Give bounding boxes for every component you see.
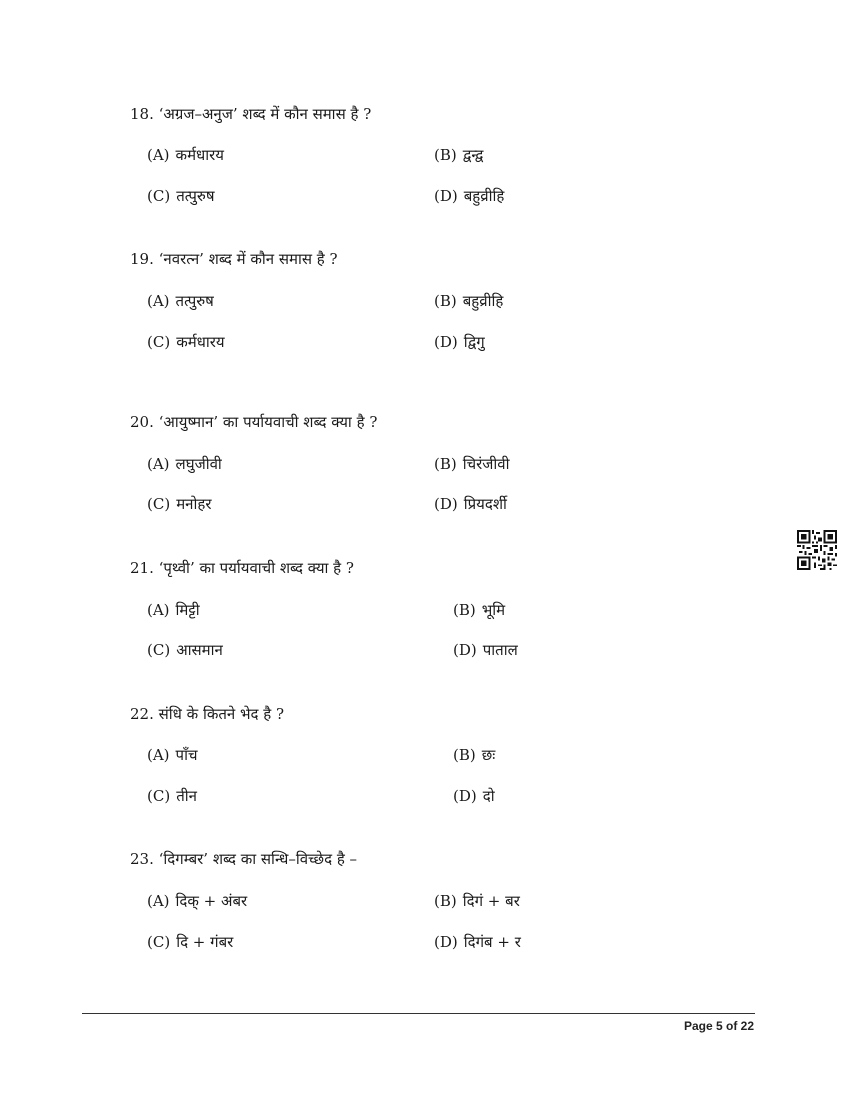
option-letter: (C): [147, 333, 171, 351]
option-d[interactable]: [453, 640, 518, 660]
question-23: [130, 849, 357, 869]
option-letter: (D): [453, 641, 477, 659]
qr-code-icon: [797, 530, 837, 570]
option-text: पाँच: [175, 746, 198, 764]
option-d[interactable]: [434, 932, 521, 952]
option-text: दो: [482, 787, 495, 805]
option-b[interactable]: [453, 600, 505, 620]
option-letter: (A): [147, 146, 170, 164]
option-d[interactable]: [434, 186, 504, 206]
option-d[interactable]: [453, 786, 495, 806]
question-number: 19.: [130, 250, 154, 268]
option-text: दि + गंबर: [176, 933, 234, 951]
option-text: दिक् + अंबर: [175, 892, 248, 910]
option-text: लघुजीवी: [175, 455, 222, 473]
question-text: ‘नवरत्न’ शब्द में कौन समास है ?: [158, 250, 338, 268]
option-c[interactable]: [147, 640, 223, 660]
option-d[interactable]: [434, 494, 507, 514]
question-text: ‘दिगम्बर’ शब्द का सन्धि–विच्छेद है –: [158, 850, 358, 868]
question-text: ‘पृथ्वी’ का पर्यायवाची शब्द क्या है ?: [158, 559, 354, 577]
option-a[interactable]: [147, 600, 200, 620]
option-letter: (D): [434, 333, 458, 351]
option-letter: (A): [147, 455, 170, 473]
option-b[interactable]: [434, 291, 503, 311]
option-text: कर्मधारय: [175, 146, 224, 164]
option-text: दिगं + बर: [462, 892, 520, 910]
option-c[interactable]: [147, 932, 233, 952]
option-b[interactable]: [453, 745, 495, 765]
question-22: [130, 704, 284, 724]
option-letter: (D): [434, 187, 458, 205]
question-20: [130, 412, 377, 432]
option-letter: (C): [147, 495, 171, 513]
option-letter: (B): [434, 292, 457, 310]
option-text: तत्पुरुष: [176, 187, 215, 205]
option-letter: (C): [147, 641, 171, 659]
option-text: छः: [481, 746, 496, 764]
question-text: संधि के कितने भेद है ?: [158, 705, 285, 723]
option-text: भूमि: [481, 601, 506, 619]
option-c[interactable]: [147, 332, 225, 352]
option-letter: (A): [147, 292, 170, 310]
option-a[interactable]: [147, 745, 197, 765]
option-text: तीन: [176, 787, 197, 805]
option-text: मनोहर: [176, 495, 212, 513]
option-text: द्वन्द्व: [462, 146, 484, 164]
question-number: 18.: [130, 105, 154, 123]
question-18: [130, 104, 371, 124]
option-a[interactable]: [147, 145, 224, 165]
option-text: द्विगु: [463, 333, 485, 351]
option-c[interactable]: [147, 186, 215, 206]
option-a[interactable]: [147, 291, 214, 311]
option-d[interactable]: [434, 332, 485, 352]
option-b[interactable]: [434, 891, 520, 911]
option-b[interactable]: [434, 454, 510, 474]
question-number: 22.: [130, 705, 154, 723]
question-text: ‘अग्रज–अनुज’ शब्द में कौन समास है ?: [158, 105, 372, 123]
option-text: दिगंब + र: [463, 933, 521, 951]
option-c[interactable]: [147, 786, 197, 806]
option-text: तत्पुरुष: [175, 292, 214, 310]
option-a[interactable]: [147, 454, 222, 474]
option-text: कर्मधारय: [176, 333, 225, 351]
option-a[interactable]: [147, 891, 247, 911]
option-letter: (D): [434, 495, 458, 513]
question-21: [130, 558, 354, 578]
option-text: बहुव्रीहि: [462, 292, 504, 310]
option-letter: (C): [147, 187, 171, 205]
question-number: 21.: [130, 559, 154, 577]
option-c[interactable]: [147, 494, 211, 514]
option-text: आसमान: [176, 641, 223, 659]
question-19: [130, 249, 338, 269]
option-letter: (A): [147, 892, 170, 910]
question-text: ‘आयुष्मान’ का पर्यायवाची शब्द क्या है ?: [158, 413, 378, 431]
question-number: 23.: [130, 850, 154, 868]
page-number: Page 5 of 22: [683, 1019, 754, 1033]
option-letter: (C): [147, 787, 171, 805]
question-number: 20.: [130, 413, 154, 431]
option-letter: (A): [147, 601, 170, 619]
option-text: चिरंजीवी: [462, 455, 510, 473]
option-letter: (B): [434, 892, 457, 910]
option-letter: (D): [434, 933, 458, 951]
option-letter: (A): [147, 746, 170, 764]
option-text: बहुव्रीहि: [463, 187, 505, 205]
option-letter: (C): [147, 933, 171, 951]
option-letter: (B): [453, 601, 476, 619]
option-letter: (B): [453, 746, 476, 764]
option-text: प्रियदर्शी: [463, 495, 507, 513]
option-letter: (D): [453, 787, 477, 805]
option-letter: (B): [434, 455, 457, 473]
option-b[interactable]: [434, 145, 483, 165]
option-letter: (B): [434, 146, 457, 164]
option-text: मिट्टी: [175, 601, 200, 619]
option-text: पाताल: [482, 641, 518, 659]
footer-divider: [82, 1013, 755, 1014]
